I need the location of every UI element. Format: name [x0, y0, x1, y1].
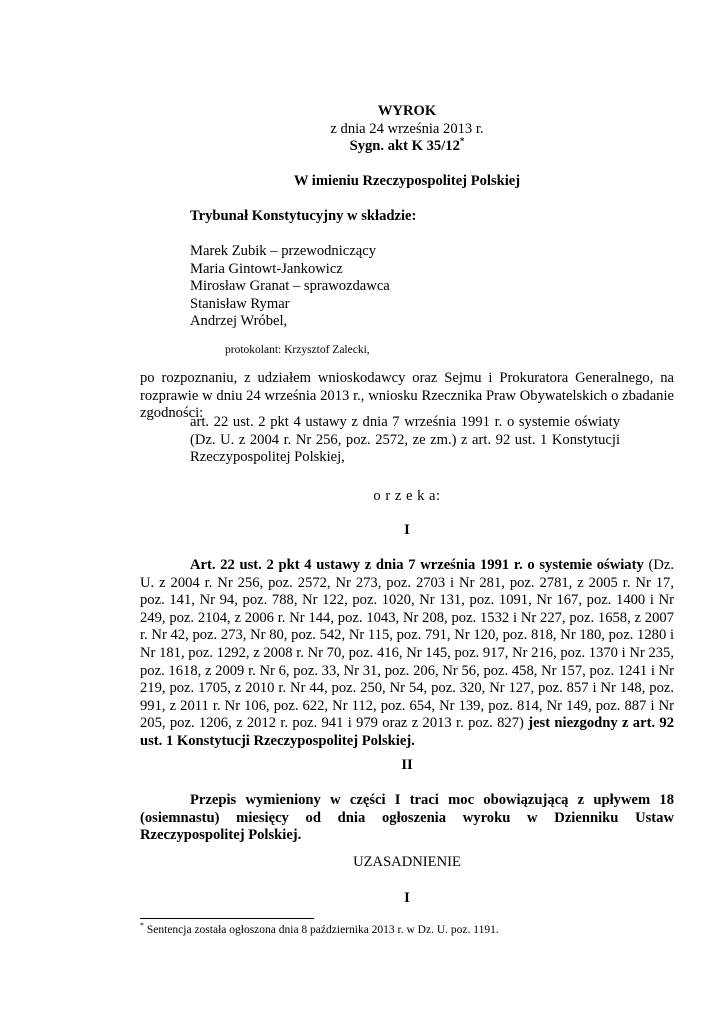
ruling-heading: o r z e k a: — [373, 488, 441, 504]
signature-text: Sygn. akt K 35/12 — [349, 138, 460, 155]
ruling-1-provision: Art. 22 ust. 2 pkt 4 ustawy z dnia 7 września 1991 r. o systemie oświaty — [190, 557, 644, 573]
intro-paragraph: po rozpoznaniu, z udziałem wnioskodawcy oraz Sejmu i Prokuratora Generalnego, na rozprawie w dniu 24 września 2013 r., wniosku Rzecznika Praw Obywatelskich o zbadanie zgodności: — [140, 370, 674, 422]
part-number-1: I — [404, 522, 410, 538]
judge-item: Marek Zubik – przewodniczący — [190, 243, 376, 259]
ruling-paragraph-2: Przepis wymieniony w części I traci moc obowiązującą z upływem 18 (osiemnastu) miesięcy od dnia ogłoszenia wyroku w Dzienniku Ustaw Rzeczypospolitej Polskiej. — [140, 792, 674, 844]
footnote-reference: * — [459, 136, 465, 147]
judge-item: Mirosław Granat – sprawozdawca — [190, 278, 390, 295]
case-signature — [140, 138, 674, 156]
ruling-paragraph-1 — [140, 557, 674, 751]
judgment-date: z dnia 24 września 2013 r. — [330, 120, 484, 137]
justification-heading: UZASADNIENIE — [353, 854, 461, 870]
part-number-2: II — [401, 757, 413, 773]
judges-list — [190, 243, 390, 331]
protocol-clerk: protokolant: Krzysztof Zalecki, — [225, 344, 370, 356]
judgment-header — [140, 103, 674, 156]
judge-item: Andrzej Wróbel, — [190, 313, 288, 330]
footnote-marker: * — [140, 921, 144, 931]
footnote-separator — [140, 918, 314, 919]
judge-item: Stanisław Rymar — [190, 295, 290, 312]
composition-label: Trybunał Konstytucyjny w składzie: — [190, 208, 417, 224]
justification-part-number: I — [404, 890, 410, 906]
document-title: WYROK — [377, 103, 437, 119]
ruling-1-citations: (Dz. U. z 2004 r. Nr 256, poz. 2572, Nr 273, poz. 2703 i Nr 281, poz. 2781, z 2005 r. Nr 17, poz. 141, Nr 94, poz. 788, Nr 122, poz. 1020, Nr 131, poz. 1091, Nr 167, poz. 1400 i Nr 249, poz. 2104, z 2006 r. Nr 144, poz. 1043, Nr 208, poz. 1532 i Nr 227, poz. 1658, z 2007 r. Nr 42, poz. 273, Nr 80, poz. 542, Nr 115, poz. 791, Nr 120, poz. 818, Nr 180, poz. 1280 i Nr 181, poz. 1292, z 2008 r. Nr 70, poz. 416, Nr 145, poz. 917, Nr 216, poz. 1370 i Nr 235, poz. 1618, z 2009 r. Nr 6, poz. 33, Nr 31, poz. 206, Nr 56, poz. 458, Nr 157, poz. 1241 i Nr 219, poz. 1705, z 2010 r. Nr 44, poz. 250, Nr 54, poz. 320, Nr 127, poz. 857 i Nr 148, poz. 991, z 2011 r. Nr 106, poz. 622, Nr 112, poz. 654, Nr 139, poz. 814, Nr 149, poz. 887 i Nr 205, poz. 1206, z 2012 r. poz. 941 i 979 oraz z 2013 r. poz. 827) — [140, 557, 674, 732]
judge-item: Maria Gintowt-Jankowicz — [190, 260, 343, 277]
in-the-name-heading: W imieniu Rzeczypospolitej Polskiej — [293, 173, 521, 189]
subject-of-review: art. 22 ust. 2 pkt 4 ustawy z dnia 7 września 1991 r. o systemie oświaty (Dz. U. z 2004 r. Nr 256, poz. 2572, ze zm.) z art. 92 ust. 1 Konstytucji Rzeczypospolitej Polskiej, — [190, 414, 620, 466]
footnote — [140, 923, 499, 937]
ruling-1-conclusion: jest niezgodny z art. 92 ust. 1 Konstytucji Rzeczypospolitej Polskiej. — [140, 715, 675, 749]
footnote-text: Sentencja została ogłoszona dnia 8 października 2013 r. w Dz. U. poz. 1191. — [144, 924, 499, 936]
